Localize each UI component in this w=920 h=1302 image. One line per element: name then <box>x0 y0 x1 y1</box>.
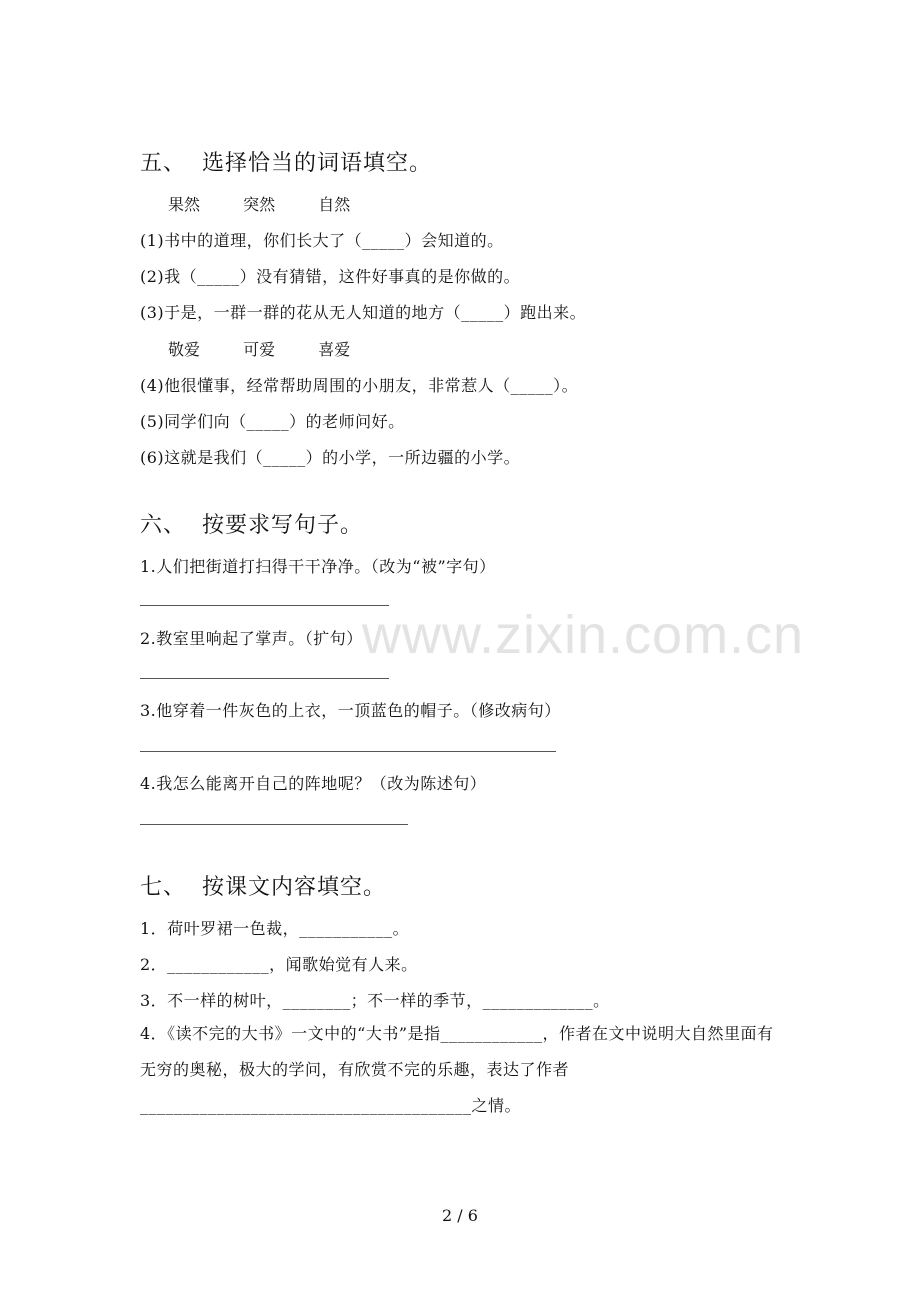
question-item: (3)于是，一群一群的花从无人知道的地方（_____）跑出来。 <box>140 303 587 322</box>
section-number: 七、 <box>140 875 187 900</box>
section-heading-5 <box>140 146 432 177</box>
question-item: (6)这就是我们（_____）的小学，一所边疆的小学。 <box>140 448 521 467</box>
question-item: 1.人们把街道打扫得干干净净。（改为“被”字句） <box>140 557 496 576</box>
section-title: 按要求写句子。 <box>202 513 364 538</box>
word-bank-a <box>168 192 388 215</box>
word-option: 可爱 <box>243 340 276 359</box>
question-item: 3.他穿着一件灰色的上衣，一顶蓝色的帽子。（修改病句） <box>140 701 561 720</box>
question-paragraph: 4．《读不完的大书》一文中的“大书”是指____________，作者在文中说明大自然里面有无穷的奥秘，极大的学问，有欣赏不完的乐趣，表达了作者_______________________________________之情。 <box>140 1024 774 1115</box>
word-option: 敬爱 <box>168 340 201 359</box>
answer-line <box>140 678 389 679</box>
section-number: 六、 <box>140 513 187 538</box>
page-number: 2 / 6 <box>442 1206 478 1225</box>
question-item: (2)我（_____）没有猜错，这件好事真的是你做的。 <box>140 267 521 286</box>
word-option: 突然 <box>243 195 276 214</box>
section-title: 按课文内容填空。 <box>202 875 387 900</box>
section-number: 五、 <box>140 151 187 176</box>
section-heading-6 <box>140 508 363 539</box>
word-option: 自然 <box>318 195 351 214</box>
watermark: www.zixin.com.cn <box>362 605 805 665</box>
word-option: 喜爱 <box>318 340 351 359</box>
question-item: (4)他很懂事，经常帮助周围的小朋友，非常惹人（_____）。 <box>140 376 579 395</box>
answer-line <box>140 824 408 825</box>
section-title: 选择恰当的词语填空。 <box>202 151 433 176</box>
question-item: 2．____________，闻歌始觉有人来。 <box>140 955 418 974</box>
question-item: 3．不一样的树叶，________；不一样的季节，_____________。 <box>140 991 610 1010</box>
section-heading-7 <box>140 870 386 901</box>
question-item: (1)书中的道理，你们长大了（_____）会知道的。 <box>140 231 504 250</box>
question-item: 4.我怎么能离开自己的阵地呢？（改为陈述句） <box>140 774 487 793</box>
answer-line <box>140 751 556 752</box>
question-item: 1．荷叶罗裙一色裁，___________。 <box>140 919 410 938</box>
question-item: 2.教室里响起了掌声。（扩句） <box>140 629 363 648</box>
question-item: (5)同学们向（_____）的老师问好。 <box>140 412 405 431</box>
answer-line <box>140 605 389 606</box>
word-option: 果然 <box>168 195 201 214</box>
word-bank-b <box>168 337 388 360</box>
